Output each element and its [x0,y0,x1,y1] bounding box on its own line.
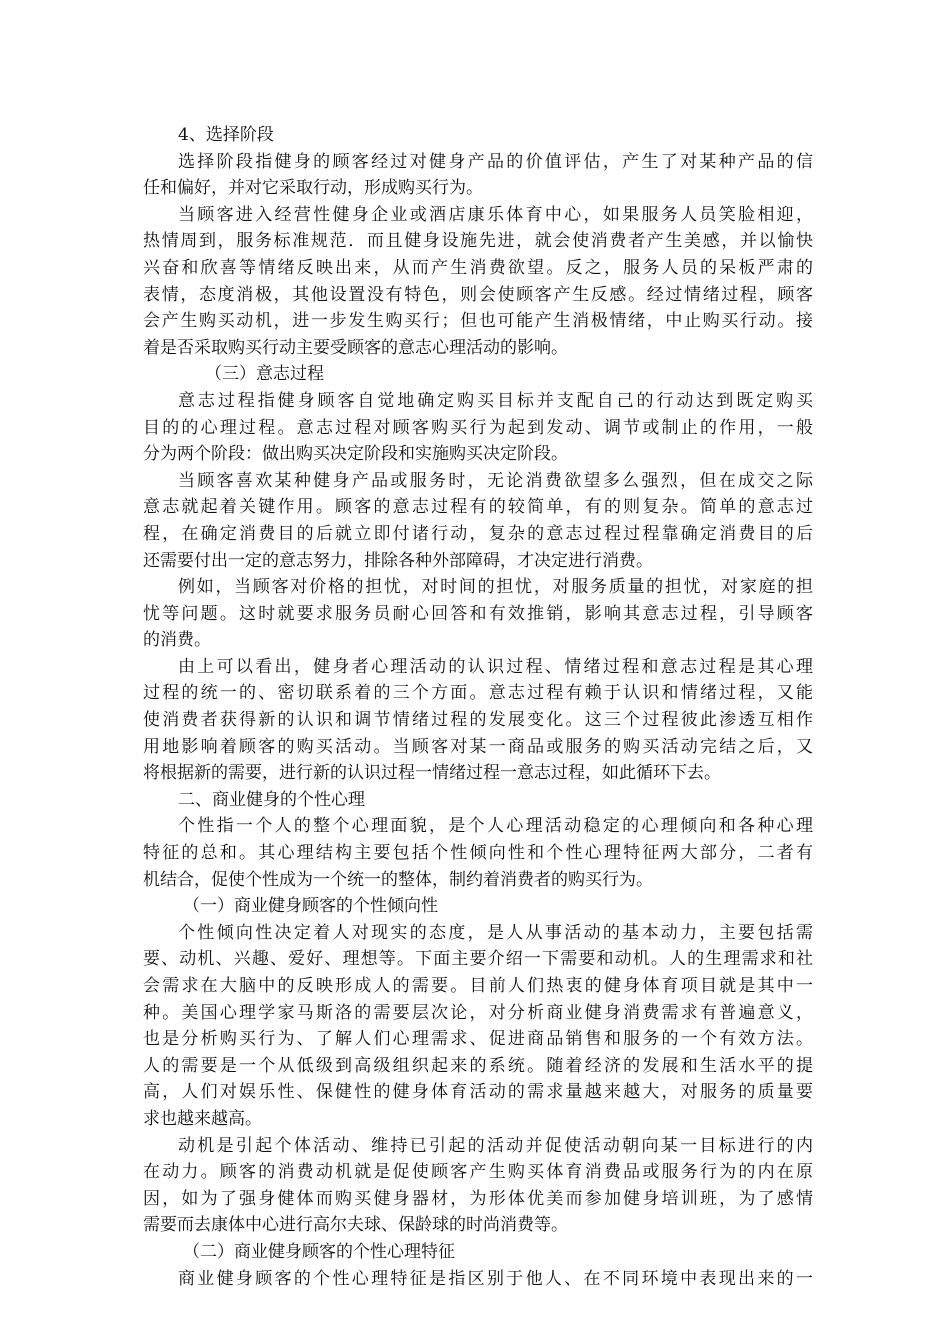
section-heading: 二、商业健身的个性心理 [178,789,365,810]
paragraph-line: 还需要付出一定的意志努力，排除各种外部障碍，才决定进行消费。 [143,550,653,571]
paragraph-line: 表情，态度消极，其他设置没有特色，则会使顾客产生反感。经过情绪过程，顾客 [143,284,813,305]
section-heading: （一）商业健身顾客的个性倾向性 [183,896,438,917]
paragraph-line: 用地影响着顾客的购买活动。当顾客对某一商品或服务的购买活动完结之后，又 [143,736,813,757]
paragraph-line: 过程的统一的、密切联系着的三个方面。意志过程有赖于认识和情绪过程，又能 [143,683,813,704]
paragraph-line: 的消费。 [143,630,211,651]
section-heading: （二）商业健身顾客的个性心理特征 [183,1241,455,1262]
paragraph-line: 个性倾向性决定着人对现实的态度，是人从事活动的基本动力，主要包括需 [178,922,813,943]
paragraph-line: 商业健身顾客的个性心理特征是指区别于他人、在不同环境中表现出来的一 [178,1268,813,1289]
paragraph-line: 意志过程指健身顾客自觉地确定购买目标并支配自己的行动达到既定购买 [178,390,813,411]
paragraph-line: 程，在确定消费目的后就立即付诸行动，复杂的意志过程过程靠确定消费目的后 [143,523,813,544]
paragraph-line: 会需求在大脑中的反映形成人的需要。目前人们热衷的健身体育项目就是其中一 [143,976,813,996]
paragraph-line: 也是分析购买行为、了解人们心理需求、促进商品销售和服务的一个有效方法。 [143,1029,813,1050]
paragraph-line: 热情周到，服务标准规范．而且健身设施先进，就会使消费者产生美感，并以愉快 [143,231,813,252]
paragraph-line: 要、动机、兴趣、爱好、理想等。下面主要介绍一下需要和动机。人的生理需求和社 [143,949,813,970]
paragraph-line: 由上可以看出，健身者心理活动的认识过程、情绪过程和意志过程是其心理 [178,656,813,677]
section-heading: 4、选择阶段 [178,125,274,145]
paragraph-line: 高，人们对娱乐性、保健性的健身体育活动的需求量越来越大，对服务的质量要 [143,1082,813,1103]
paragraph-line: 求也越来越高。 [143,1108,262,1129]
paragraph-line: 在动力。顾客的消费动机就是促使顾客产生购买体育消费品或服务行为的内在原 [143,1162,813,1183]
paragraph-line: 动机是引起个体活动、维持已引起的活动并促使活动朝向某一目标进行的内 [178,1135,813,1156]
paragraph-line: 分为两个阶段：做出购买决定阶段和实施购买决定阶段。 [143,444,568,465]
paragraph-line: 选择阶段指健身的顾客经过对健身产品的价值评估，产生了对某种产品的信 [178,151,813,172]
paragraph-line: 例如，当顾客对价格的担忧，对时间的担忧，对服务质量的担忧，对家庭的担 [178,577,813,598]
paragraph-line: 兴奋和欣喜等情绪反映出来，从而产生消费欲望。反之，服务人员的呆板严肃的 [143,257,813,278]
paragraph-line: 当顾客进入经营性健身企业或酒店康乐体育中心，如果服务人员笑脸相迎， [178,204,813,225]
paragraph-line: 使消费者获得新的认识和调节情绪过程的发展变化。这三个过程彼此渗透互相作 [143,710,813,731]
section-heading: （三）意志过程 [205,364,324,385]
paragraph-line: 目的的心理过程。意志过程对顾客购买行为起到发动、调节或制止的作用，一般 [143,417,813,438]
paragraph-line: 当顾客喜欢某种健身产品或服务时，无论消费欲望多么强烈，但在成交之际 [178,470,813,491]
paragraph-line: 需要而去康体中心进行高尔夫球、保龄球的时尚消费等。 [143,1215,568,1236]
paragraph-line: 将根据新的需要，进行新的认识过程一情绪过程一意志过程，如此循环下去。 [143,763,721,784]
paragraph-line: 着是否采取购买行动主要受顾客的意志心理活动的影响。 [143,337,568,358]
paragraph-line: 机结合，促使个性成为一个统一的整体，制约着消费者的购买行为。 [143,869,653,890]
paragraph-line: 会产生购买动机，进一步发生购买行；但也可能产生消极情绪，中止购买行动。接 [143,311,813,332]
paragraph-line: 特征的总和。其心理结构主要包括个性倾向性和个性心理特征两大部分，二者有 [143,843,813,864]
paragraph-line: 忧等问题。这时就要求服务员耐心回答和有效推销，影响其意志过程，引导顾客 [143,603,813,624]
document-page [143,122,813,1292]
paragraph-line: 人的需要是一个从低级到高级组织起来的系统。随着经济的发展和生活水平的提 [143,1055,813,1076]
paragraph-line: 种。美国心理学家马斯洛的需要层次论，对分析商业健身消费需求有普遍意义， [143,1002,813,1023]
paragraph-line: 意志就起着关键作用。顾客的意志过程有的较简单，有的则复杂。简单的意志过 [143,497,813,518]
paragraph-line: 个性指一个人的整个心理面貌，是个人心理活动稳定的心理倾向和各种心理 [178,816,813,837]
paragraph-line: 任和偏好，并对它采取行动，形成购买行为。 [143,178,483,199]
paragraph-line: 因，如为了强身健体而购买健身器材，为形体优美而参加健身培训班，为了感情 [143,1188,813,1209]
